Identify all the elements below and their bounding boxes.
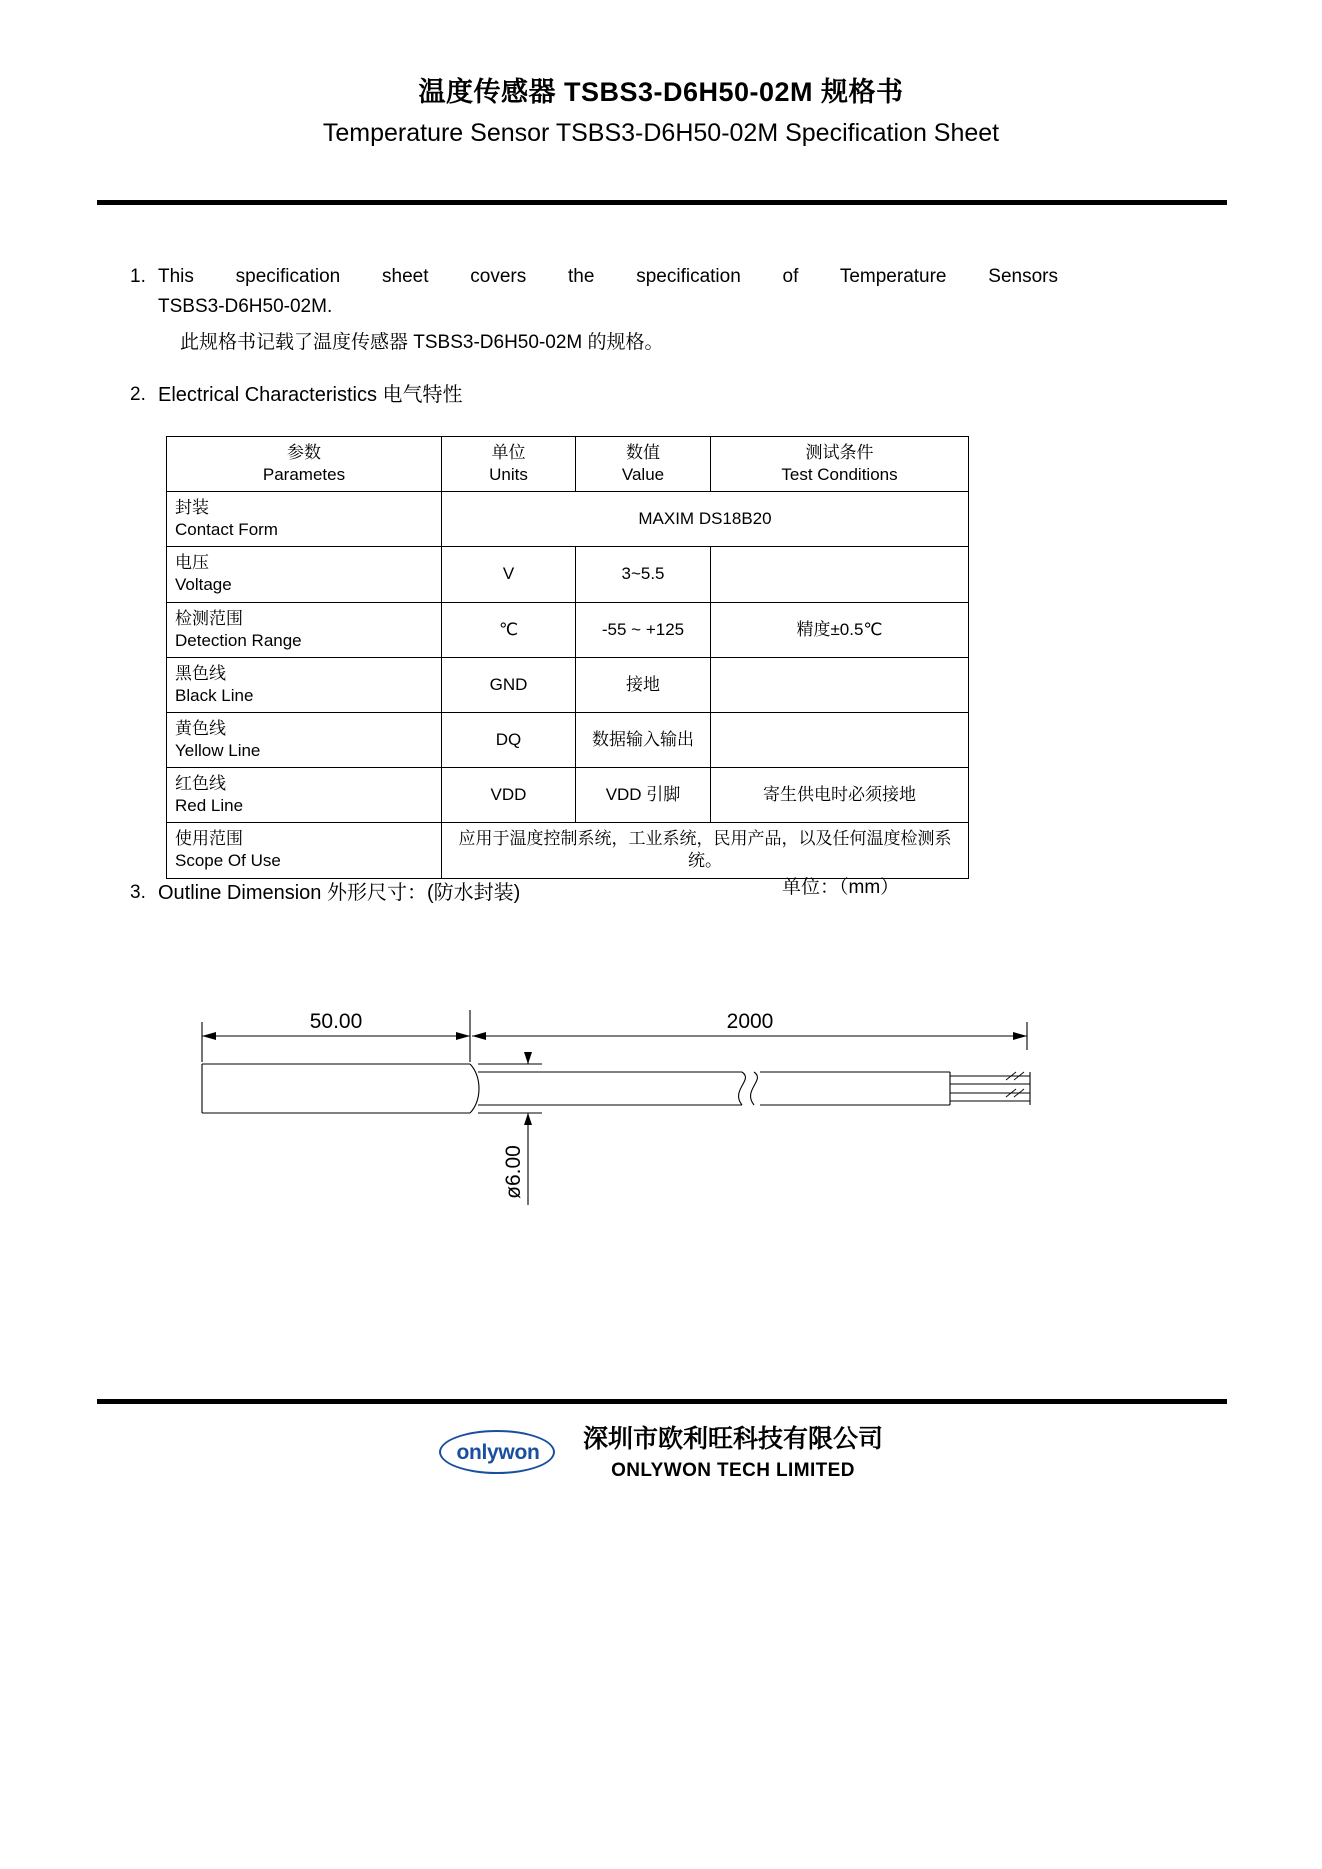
company-names bbox=[583, 1424, 883, 1482]
section-1-en-line1: This specification sheet covers the specification of Temperature Sensors bbox=[158, 266, 1058, 287]
row-yellow-line-en: Yellow Line bbox=[175, 741, 261, 761]
header-cell-value bbox=[576, 437, 711, 492]
table-row bbox=[167, 657, 969, 712]
section-1 bbox=[130, 262, 1060, 359]
row-red-line-unit: VDD bbox=[442, 768, 576, 823]
row-red-line-en: Red Line bbox=[175, 796, 244, 816]
header-value-cn: 数值 bbox=[626, 443, 660, 462]
row-detection-range-parameter bbox=[167, 602, 442, 657]
row-contact-form-cn: 封装 bbox=[175, 498, 209, 518]
row-black-line-parameter bbox=[167, 657, 442, 712]
header-parameter-cn: 参数 bbox=[287, 443, 321, 462]
row-voltage-unit: V bbox=[442, 547, 576, 602]
table-row bbox=[167, 712, 969, 767]
company-name-en: ONLYWON TECH LIMITED bbox=[611, 1460, 855, 1482]
row-yellow-line-parameter bbox=[167, 712, 442, 767]
table-row bbox=[167, 492, 969, 547]
row-voltage-cn: 电压 bbox=[175, 553, 209, 573]
row-black-line-value: 接地 bbox=[576, 657, 711, 712]
page-title bbox=[0, 0, 1322, 152]
header-units-en: Units bbox=[489, 465, 528, 485]
table-header-row bbox=[167, 437, 969, 492]
section-1-cn: 此规格书记载了温度传感器 TSBS3-D6H50-02M 的规格。 bbox=[180, 331, 664, 353]
row-detection-range-en: Detection Range bbox=[175, 630, 302, 650]
company-name-cn: 深圳市欧利旺科技有限公司 bbox=[582, 1425, 883, 1453]
section-3-heading: Outline Dimension 外形尺寸：(防水封装) bbox=[158, 882, 521, 904]
title-chinese: 温度传感器 TSBS3-D6H50-02M 规格书 bbox=[418, 77, 904, 107]
row-detection-range-test: 精度±0.5℃ bbox=[711, 602, 969, 657]
drawing-svg bbox=[150, 980, 1150, 1270]
header-units-cn: 单位 bbox=[491, 443, 526, 462]
electrical-characteristics-table bbox=[166, 436, 969, 879]
row-contact-form-parameter bbox=[167, 492, 442, 547]
row-detection-range-value: -55 ~ +125 bbox=[576, 602, 711, 657]
row-red-line-test: 寄生供电时必须接地 bbox=[711, 768, 969, 823]
section-3 bbox=[130, 878, 520, 909]
row-contact-form-value: MAXIM DS18B20 bbox=[442, 492, 969, 547]
section-2-number: 2. bbox=[130, 384, 146, 405]
row-yellow-line-test bbox=[711, 712, 969, 767]
dimension-label-cable-length: 2000 bbox=[726, 1010, 774, 1033]
section-2 bbox=[130, 380, 463, 411]
header-cell-test-conditions bbox=[711, 437, 969, 492]
table-row bbox=[167, 547, 969, 602]
row-detection-range-unit: ℃ bbox=[442, 602, 576, 657]
outline-dimension-drawing bbox=[150, 980, 1150, 1270]
row-black-line-cn: 黑色线 bbox=[175, 663, 226, 683]
table-row bbox=[167, 768, 969, 823]
title-english: Temperature Sensor TSBS3-D6H50-02M Specification Sheet bbox=[322, 119, 1000, 148]
section-3-number: 3. bbox=[130, 882, 146, 903]
header-cell-units bbox=[442, 437, 576, 492]
dimension-label-probe-length: 50.00 bbox=[309, 1010, 363, 1033]
footer-divider bbox=[97, 1399, 1227, 1404]
header-cell-parameter bbox=[167, 437, 442, 492]
header-test-en: Test Conditions bbox=[781, 465, 898, 485]
table-row bbox=[167, 602, 969, 657]
row-voltage-parameter bbox=[167, 547, 442, 602]
section-1-number: 1. bbox=[130, 266, 146, 287]
row-yellow-line-cn: 黄色线 bbox=[175, 718, 226, 738]
row-red-line-cn: 红色线 bbox=[175, 774, 226, 794]
dimension-label-diameter: ø6.00 bbox=[502, 1145, 525, 1199]
row-yellow-line-value: 数据输入输出 bbox=[576, 712, 711, 767]
header-parameter-en: Parametes bbox=[262, 465, 346, 485]
table-row bbox=[167, 823, 969, 878]
header-value-en: Value bbox=[621, 465, 665, 485]
row-scope-of-use-en: Scope Of Use bbox=[175, 851, 281, 871]
row-voltage-value: 3~5.5 bbox=[576, 547, 711, 602]
section-1-body bbox=[158, 262, 1058, 359]
header-divider bbox=[97, 200, 1227, 205]
page-footer bbox=[0, 1424, 1322, 1482]
section-1-en-line2: TSBS3-D6H50-02M. bbox=[158, 296, 333, 318]
row-black-line-en: Black Line bbox=[175, 685, 254, 705]
row-yellow-line-unit: DQ bbox=[442, 712, 576, 767]
row-black-line-unit: GND bbox=[442, 657, 576, 712]
row-scope-of-use-parameter bbox=[167, 823, 442, 878]
row-detection-range-cn: 检测范围 bbox=[175, 608, 243, 628]
logo-text: onlywon bbox=[456, 1441, 540, 1465]
row-voltage-test bbox=[711, 547, 969, 602]
row-voltage-en: Voltage bbox=[175, 575, 232, 595]
row-scope-of-use-value: 应用于温度控制系统，工业系统，民用产品，以及任何温度检测系统。 bbox=[442, 823, 969, 878]
company-logo bbox=[439, 1430, 557, 1476]
row-black-line-test bbox=[711, 657, 969, 712]
row-contact-form-en: Contact Form bbox=[175, 520, 278, 540]
dimension-unit-note: 单位：（mm） bbox=[782, 877, 900, 898]
section-2-heading: Electrical Characteristics 电气特性 bbox=[158, 384, 463, 406]
header-test-cn: 测试条件 bbox=[805, 443, 874, 462]
row-red-line-value: VDD 引脚 bbox=[576, 768, 711, 823]
row-red-line-parameter bbox=[167, 768, 442, 823]
row-scope-of-use-cn: 使用范围 bbox=[175, 829, 243, 849]
